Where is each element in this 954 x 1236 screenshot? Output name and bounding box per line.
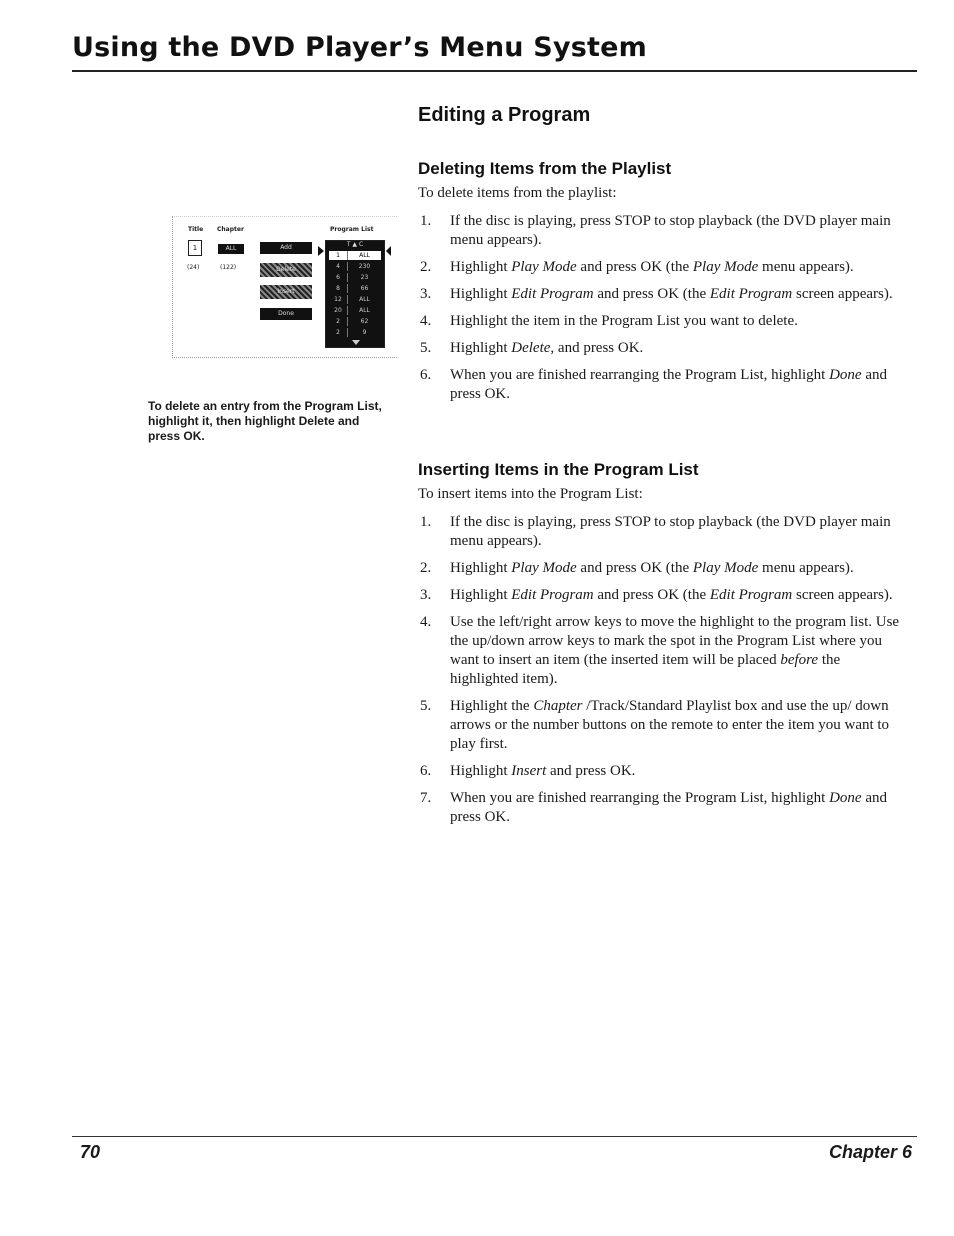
step-emphasis: Edit Program bbox=[511, 286, 594, 302]
list-item bbox=[418, 762, 912, 781]
row-title-number: 2 bbox=[329, 328, 348, 337]
program-list-row[interactable] bbox=[329, 251, 381, 260]
step-text: screen appears). bbox=[792, 286, 893, 302]
step-text: Highlight the bbox=[450, 698, 534, 714]
list-item bbox=[418, 366, 912, 404]
inserting-intro: To insert items into the Program List: bbox=[418, 486, 643, 502]
page-number: 70 bbox=[80, 1142, 101, 1162]
delete-button[interactable]: Delete bbox=[260, 263, 312, 277]
program-list-label: Program List bbox=[330, 226, 374, 233]
deleting-section bbox=[418, 159, 912, 412]
step-number: 2. bbox=[420, 259, 432, 275]
footer-rule bbox=[72, 1136, 917, 1137]
title-total: (24) bbox=[187, 264, 200, 271]
step-emphasis: Play Mode bbox=[511, 560, 577, 576]
step-text: Highlight bbox=[450, 286, 512, 302]
inserting-section bbox=[418, 460, 912, 835]
row-title-number: 12 bbox=[329, 295, 348, 304]
step-text: When you are finished rearranging the Program List, highlight bbox=[450, 367, 830, 383]
step-text: /Track/Standard Playlist box and use the up/ down arrows or the number buttons on the remote to enter the item you want to play first. bbox=[450, 698, 890, 752]
step-text: Highlight bbox=[450, 560, 512, 576]
step-text: If the disc is playing, press STOP to stop playback (the DVD player main menu appears). bbox=[450, 213, 891, 248]
step-emphasis: Chapter bbox=[533, 698, 583, 714]
step-number: 1. bbox=[420, 514, 432, 530]
title-label: Title bbox=[188, 226, 204, 233]
step-number: 3. bbox=[420, 587, 432, 603]
step-text: and press OK. bbox=[450, 367, 887, 402]
row-title-number: 2 bbox=[329, 317, 348, 326]
row-chapter-number: ALL bbox=[359, 296, 370, 303]
chapter-value-box[interactable]: ALL bbox=[218, 244, 244, 254]
step-text: menu appears). bbox=[758, 560, 854, 576]
step-text: and press OK (the bbox=[576, 259, 693, 275]
program-list-row[interactable] bbox=[329, 328, 381, 337]
list-end-marker-icon bbox=[386, 246, 391, 256]
list-item bbox=[418, 586, 912, 605]
step-emphasis: Edit Program bbox=[709, 286, 793, 302]
step-text: Use the left/right arrow keys to move the highlight to the program list. Use the up/down arrow keys to mark the spot in the Program List where you want to insert an item (the inserted item will be placed bbox=[450, 614, 900, 668]
step-text: Highlight bbox=[450, 587, 512, 603]
row-chapter-number: ALL bbox=[359, 252, 370, 259]
step-text: and press OK (the bbox=[593, 587, 710, 603]
step-text: Highlight bbox=[450, 763, 512, 779]
step-number: 1. bbox=[420, 213, 432, 229]
row-title-number: 20 bbox=[329, 306, 348, 315]
step-text: menu appears). bbox=[758, 259, 854, 275]
step-emphasis: Play Mode bbox=[511, 259, 577, 275]
step-emphasis: Delete bbox=[511, 340, 551, 356]
step-text: and press OK (the bbox=[576, 560, 693, 576]
list-item bbox=[418, 285, 912, 304]
list-item bbox=[418, 697, 912, 754]
step-number: 6. bbox=[420, 367, 432, 383]
title-rule bbox=[72, 70, 917, 72]
list-item bbox=[418, 613, 912, 689]
edit-program-screen-figure bbox=[172, 216, 400, 360]
step-emphasis: Play Mode bbox=[692, 560, 759, 576]
step-text: , and press OK. bbox=[550, 340, 644, 356]
list-pointer-icon bbox=[318, 246, 324, 256]
page-title: Using the DVD Player’s Menu System bbox=[72, 32, 647, 63]
list-item bbox=[418, 559, 912, 578]
step-emphasis: Edit Program bbox=[511, 587, 594, 603]
list-item bbox=[418, 513, 912, 551]
step-emphasis: Play Mode bbox=[692, 259, 759, 275]
program-list-row[interactable] bbox=[329, 262, 381, 271]
list-item bbox=[418, 212, 912, 250]
scroll-down-icon[interactable] bbox=[352, 340, 360, 345]
step-emphasis: Edit Program bbox=[709, 587, 793, 603]
step-text: and press OK. bbox=[546, 763, 636, 779]
insert-button[interactable]: Insert bbox=[260, 285, 312, 299]
step-text: and press OK. bbox=[450, 790, 887, 825]
row-chapter-number: 230 bbox=[358, 263, 371, 270]
step-number: 5. bbox=[420, 698, 432, 714]
step-emphasis: before bbox=[780, 652, 819, 668]
step-text: the highlighted item). bbox=[450, 652, 841, 687]
row-title-number: 4 bbox=[329, 262, 348, 271]
step-text: When you are finished rearranging the Program List, highlight bbox=[450, 790, 830, 806]
inserting-steps bbox=[418, 513, 912, 827]
done-button[interactable]: Done bbox=[260, 308, 312, 320]
step-number: 5. bbox=[420, 340, 432, 356]
step-emphasis: Done bbox=[829, 367, 862, 383]
row-chapter-number: 9 bbox=[362, 329, 367, 336]
row-chapter-number: ALL bbox=[359, 307, 370, 314]
deleting-title: Deleting Items from the Playlist bbox=[418, 159, 672, 178]
step-text: Highlight bbox=[450, 340, 512, 356]
step-emphasis: Insert bbox=[511, 763, 547, 779]
list-item bbox=[418, 339, 912, 358]
program-list-header: T ▲ C bbox=[346, 241, 364, 248]
step-text: If the disc is playing, press STOP to stop playback (the DVD player main menu appears). bbox=[450, 514, 891, 549]
list-item bbox=[418, 312, 912, 331]
step-number: 4. bbox=[420, 313, 432, 329]
title-value-box[interactable]: 1 bbox=[188, 240, 202, 256]
step-number: 2. bbox=[420, 560, 432, 576]
row-chapter-number: 23 bbox=[360, 274, 369, 281]
inserting-title: Inserting Items in the Program List bbox=[418, 460, 699, 479]
row-chapter-number: 66 bbox=[360, 285, 369, 292]
chapter-label: Chapter bbox=[217, 226, 244, 233]
step-text: Highlight the item in the Program List you want to delete. bbox=[450, 313, 798, 329]
program-list[interactable] bbox=[325, 240, 385, 348]
list-item bbox=[418, 258, 912, 277]
step-text: Highlight bbox=[450, 259, 512, 275]
program-list-row[interactable] bbox=[329, 273, 381, 282]
program-list-row[interactable] bbox=[329, 284, 381, 293]
step-emphasis: Done bbox=[829, 790, 862, 806]
chapter-label-footer: Chapter 6 bbox=[828, 1142, 912, 1162]
program-list-row[interactable] bbox=[329, 306, 381, 315]
figure-caption: To delete an entry from the Program List, highlight it, then highlight Delete and press OK. bbox=[148, 399, 382, 443]
program-list-row[interactable] bbox=[329, 295, 381, 304]
section-title: Editing a Program bbox=[418, 104, 591, 126]
deleting-intro: To delete items from the playlist: bbox=[418, 185, 617, 201]
row-title-number: 8 bbox=[329, 284, 348, 293]
step-number: 7. bbox=[420, 790, 432, 806]
add-button[interactable]: Add bbox=[260, 242, 312, 254]
list-item bbox=[418, 789, 912, 827]
row-title-number: 6 bbox=[329, 273, 348, 282]
step-text: and press OK (the bbox=[593, 286, 710, 302]
chapter-total: (122) bbox=[220, 264, 237, 271]
step-number: 4. bbox=[420, 614, 432, 630]
row-chapter-number: 62 bbox=[360, 318, 369, 325]
row-title-number: 1 bbox=[329, 251, 348, 260]
step-number: 3. bbox=[420, 286, 432, 302]
step-text: screen appears). bbox=[792, 587, 893, 603]
deleting-steps bbox=[418, 212, 912, 404]
step-number: 6. bbox=[420, 763, 432, 779]
program-list-row[interactable] bbox=[329, 317, 381, 326]
